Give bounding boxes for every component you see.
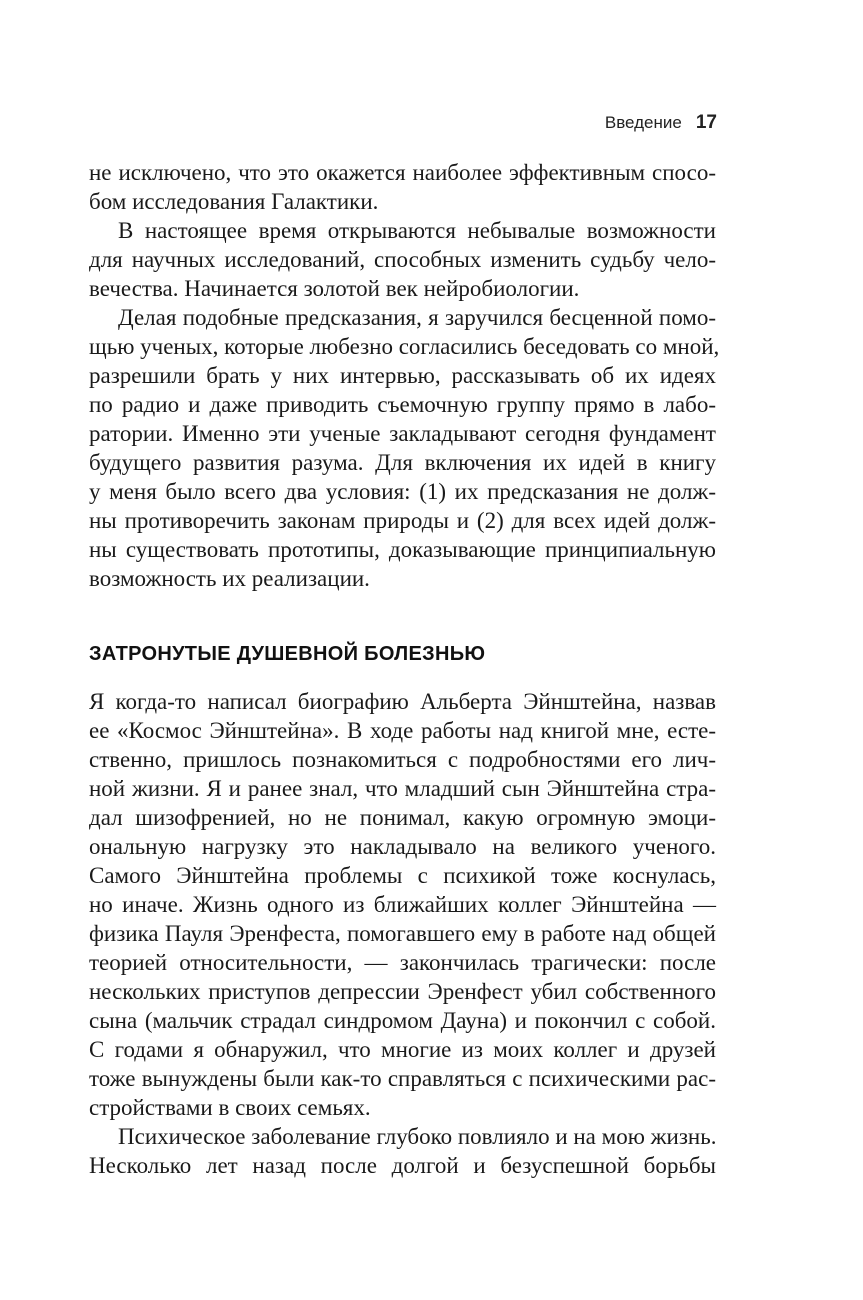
text-line: Самого Эйнштейна проблемы с психикой тоже коснулась, xyxy=(89,863,716,888)
paragraph xyxy=(89,1122,716,1180)
text-line: не исключено, что это окажется наиболее эффективным спосо- xyxy=(89,160,716,185)
text-line: ной жизни. Я и ранее знал, что младший сын Эйнштейна стра- xyxy=(89,776,716,801)
text-line: но иначе. Жизнь одного из ближайших коллег Эйнштейна — xyxy=(89,892,716,917)
text-line: Несколько лет назад после долгой и безуспешной борьбы xyxy=(89,1153,716,1178)
text-line: вечества. Начинается золотой век нейробиологии. xyxy=(89,276,580,301)
running-header xyxy=(605,112,717,134)
text-line: у меня было всего два условия: (1) их предсказания не долж- xyxy=(89,479,716,504)
text-line: ственно, пришлось познакомиться с подробностями его лич- xyxy=(89,747,716,772)
text-line: Я когда-то написал биографию Альберта Эйнштейна, назвав xyxy=(89,689,716,714)
text-line: теорией относительности, — закончилась трагически: после xyxy=(89,950,716,975)
running-header-section-title: Введение xyxy=(604,113,682,132)
text-line: физика Пауля Эренфеста, помогавшего ему в работе над общей xyxy=(89,921,716,946)
text-line: по радио и даже приводить съемочную группу прямо в лабо- xyxy=(89,392,716,417)
text-line: для научных исследований, способных изменить судьбу чело- xyxy=(89,247,716,272)
text-line: тоже вынуждены были как-то справляться с психическими рас- xyxy=(89,1066,716,1091)
text-line: щью ученых, которые любезно согласились беседовать со мной, xyxy=(89,334,720,359)
text-line: Делая подобные предсказания, я заручился бесценной помо- xyxy=(118,305,716,330)
text-line: ональную нагрузку это накладывало на великого ученого. xyxy=(89,834,716,859)
text-line: разрешили брать у них интервью, рассказывать об их идеях xyxy=(89,363,716,388)
text-line: ее «Космос Эйнштейна». В ходе работы над книгой мне, есте- xyxy=(89,718,716,743)
text-line: дал шизофренией, но не понимал, какую огромную эмоци- xyxy=(89,805,716,830)
text-line: ратории. Именно эти ученые закладывают сегодня фундамент xyxy=(89,421,716,446)
text-line: будущего развития разума. Для включения их идей в книгу xyxy=(89,450,716,475)
text-line: возможность их реализации. xyxy=(89,566,370,591)
text-line: С годами я обнаружил, что многие из моих коллег и друзей xyxy=(89,1037,716,1062)
intro-text-block xyxy=(89,158,720,593)
paragraph xyxy=(89,158,716,216)
text-line: стройствами в своих семьях. xyxy=(89,1095,371,1120)
page-body xyxy=(89,158,720,1180)
section-heading: ЗАТРОНУТЫЕ ДУШЕВНОЙ БОЛЕЗНЬЮ xyxy=(89,643,486,665)
paragraph xyxy=(89,303,720,593)
text-line: сына (мальчик страдал синдромом Дауна) и покончил с собой. xyxy=(89,1008,716,1033)
text-line: ны противоречить законам природы и (2) для всех идей долж- xyxy=(89,508,716,533)
page-number: 17 xyxy=(695,112,717,133)
text-line: нескольких приступов депрессии Эренфест убил собственного xyxy=(89,979,716,1004)
section-text-block xyxy=(89,687,716,1180)
paragraph xyxy=(89,216,716,303)
paragraph xyxy=(89,687,716,1122)
text-line: бом исследования Галактики. xyxy=(89,189,379,214)
text-line: Психическое заболевание глубоко повлияло и на мою жизнь. xyxy=(118,1124,717,1149)
text-line: В настоящее время открываются небывалые возможности xyxy=(118,218,716,243)
text-line: ны существовать прототипы, доказывающие принципиальную xyxy=(89,537,716,562)
